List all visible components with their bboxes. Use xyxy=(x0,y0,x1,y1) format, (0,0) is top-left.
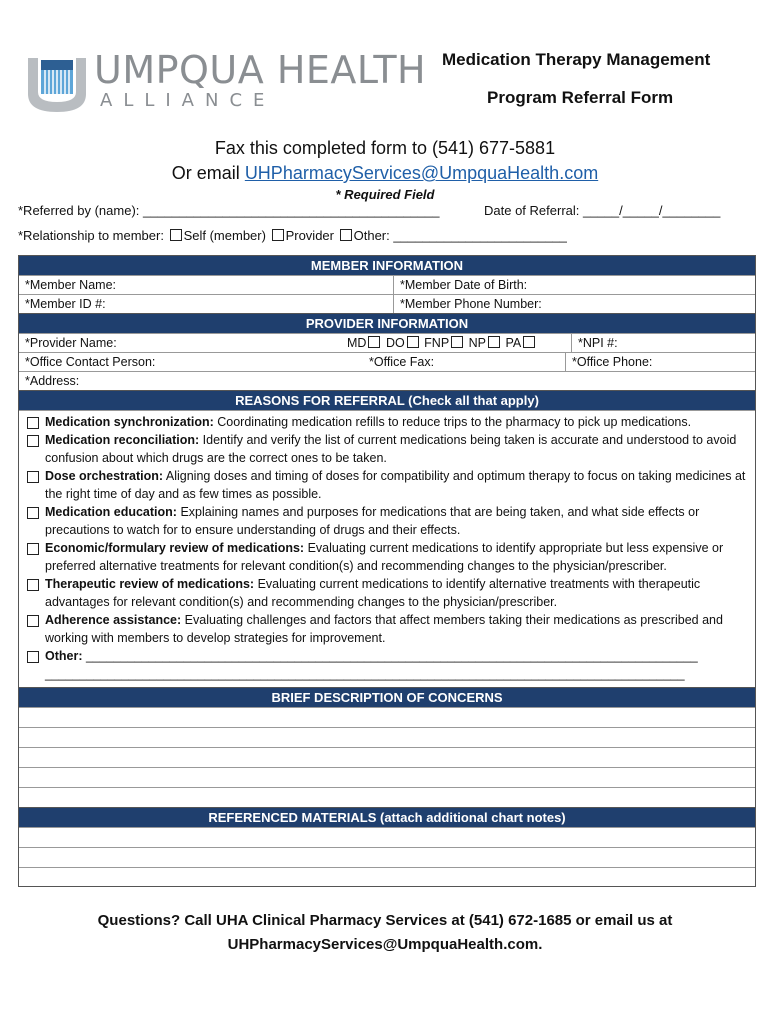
reason-description: Identify and verify the list of current medications being taken is accurate and understood to avoid confusion about which drugs are the correct ones to be taken. xyxy=(45,433,737,465)
reason-item xyxy=(27,431,749,467)
logo-subtitle: ALLIANCE xyxy=(100,90,276,111)
md-checkbox[interactable] xyxy=(368,336,380,348)
office-fax-field[interactable]: *Office Fax: xyxy=(363,353,566,371)
reason-checkbox[interactable] xyxy=(27,579,39,591)
reason-term: Economic/formulary review of medications: xyxy=(45,541,305,555)
reason-checkbox[interactable] xyxy=(27,543,39,555)
reason-text xyxy=(45,611,749,647)
fax-instruction: Fax this completed form to (541) 677-5881 xyxy=(214,138,556,158)
concerns-line[interactable] xyxy=(19,747,755,767)
reason-description: Coordinating medication refills to reduce trips to the pharmacy to pick up medications. xyxy=(217,415,692,429)
referred-by-line: _________________________________________ xyxy=(143,203,440,218)
reason-item xyxy=(27,467,749,503)
provider-checkbox[interactable] xyxy=(272,229,284,241)
relationship-label: *Relationship to member: xyxy=(18,228,164,243)
reason-checkbox[interactable] xyxy=(27,417,39,429)
form-title: Medication Therapy Management xyxy=(442,50,711,69)
footer-question: Questions? Call UHA Clinical Pharmacy Services at (541) 672-1685 or email us at xyxy=(97,912,673,929)
concerns-line[interactable] xyxy=(19,767,755,787)
member-id-field[interactable]: *Member ID #: xyxy=(19,295,394,313)
np-label: NP xyxy=(468,336,487,350)
member-row-1 xyxy=(19,275,755,294)
email-prefix: Or email xyxy=(171,163,240,183)
reason-item xyxy=(27,575,749,611)
provider-type-options xyxy=(341,334,572,352)
reason-text xyxy=(45,431,749,467)
member-dob-field[interactable]: *Member Date of Birth: xyxy=(400,278,528,292)
date-of-referral-field[interactable] xyxy=(484,203,720,218)
member-phone-field[interactable]: *Member Phone Number: xyxy=(400,297,542,311)
referred-by-label: *Referred by (name): xyxy=(18,203,140,218)
provider-row-1 xyxy=(19,333,755,352)
npi-field[interactable]: *NPI #: xyxy=(578,336,618,350)
form-subtitle: Program Referral Form xyxy=(487,88,674,107)
provider-row-2 xyxy=(19,352,755,371)
materials-header: REFERENCED MATERIALS (attach additional chart notes) xyxy=(19,807,755,827)
address-field[interactable]: *Address: xyxy=(25,374,80,388)
provider-info-header: PROVIDER INFORMATION xyxy=(19,313,755,333)
referred-by-field[interactable] xyxy=(18,203,439,218)
reason-item xyxy=(27,413,749,431)
email-instruction xyxy=(0,163,770,184)
reason-checkbox[interactable] xyxy=(27,435,39,447)
reason-checkbox[interactable] xyxy=(27,507,39,519)
reason-description: Explaining names and purposes for medications that are being taken, and what side effects or precautions to watch for to ensure understanding of drugs and their effects. xyxy=(45,505,700,537)
reason-term: Medication education: xyxy=(45,505,177,519)
reason-text xyxy=(45,647,749,683)
reason-text xyxy=(45,413,691,431)
reason-item xyxy=(27,539,749,575)
other-option: Other: xyxy=(353,228,390,243)
reason-text xyxy=(45,467,749,503)
member-row-2 xyxy=(19,294,755,313)
materials-line[interactable] xyxy=(19,867,755,886)
logo-icon xyxy=(24,54,90,116)
reason-text xyxy=(45,503,749,539)
materials-line[interactable] xyxy=(19,827,755,847)
footer-email: UHPharmacyServices@UmpquaHealth.com. xyxy=(227,936,543,953)
pa-label: PA xyxy=(505,336,522,350)
provider-option: Provider xyxy=(285,228,334,243)
materials-line[interactable] xyxy=(19,847,755,867)
md-label: MD xyxy=(347,336,367,350)
required-note: * Required Field xyxy=(335,187,435,202)
pa-checkbox[interactable] xyxy=(523,336,535,348)
reason-term: Therapeutic review of medications: xyxy=(45,577,255,591)
office-phone-field[interactable]: *Office Phone: xyxy=(572,355,653,369)
office-contact-field[interactable]: *Office Contact Person: xyxy=(25,355,156,369)
reason-checkbox[interactable] xyxy=(27,615,39,627)
concerns-line[interactable] xyxy=(19,707,755,727)
reason-checkbox[interactable] xyxy=(27,471,39,483)
provider-name-field[interactable]: *Provider Name: xyxy=(25,336,117,350)
member-name-field[interactable]: *Member Name: xyxy=(19,276,394,294)
reason-item xyxy=(27,503,749,539)
self-option: Self (member) xyxy=(183,228,266,243)
reason-description: Evaluating current medications to identify appropriate but less expensive or preferred alternative treatments for relevant condition(s) and recommending changes to the physician/prescriber. xyxy=(45,541,724,573)
np-checkbox[interactable] xyxy=(488,336,500,348)
reason-checkbox[interactable] xyxy=(27,651,39,663)
reason-term: Other: xyxy=(45,649,83,663)
reasons-list xyxy=(19,410,755,687)
reason-item xyxy=(27,647,749,683)
reason-text xyxy=(45,575,749,611)
reason-term: Medication synchronization: xyxy=(45,415,214,429)
reason-term: Medication reconciliation: xyxy=(45,433,200,447)
member-info-header: MEMBER INFORMATION xyxy=(19,256,755,275)
date-line: _____/_____/________ xyxy=(583,203,721,218)
reason-description: ________________________________________________________________________________________ ____________________________________________________________________________________________ xyxy=(45,649,698,681)
fnp-label: FNP xyxy=(424,336,450,350)
email-link[interactable]: UHPharmacyServices@UmpquaHealth.com xyxy=(244,163,599,183)
concerns-line[interactable] xyxy=(19,787,755,807)
reason-description: Evaluating challenges and factors that affect members taking their medications as prescribed and working with members to develop strategies for improvement. xyxy=(45,613,723,645)
fnp-checkbox[interactable] xyxy=(451,336,463,348)
reason-text xyxy=(45,539,749,575)
date-label: Date of Referral: xyxy=(484,203,580,218)
other-checkbox[interactable] xyxy=(340,229,352,241)
provider-row-3 xyxy=(19,371,755,390)
concerns-line[interactable] xyxy=(19,727,755,747)
concerns-header: BRIEF DESCRIPTION OF CONCERNS xyxy=(19,687,755,707)
other-line: ________________________ xyxy=(393,228,567,243)
self-checkbox[interactable] xyxy=(170,229,182,241)
logo-name: UMPQUA HEALTH xyxy=(94,48,427,92)
referral-form-table xyxy=(18,255,756,887)
reasons-header: REASONS FOR REFERRAL (Check all that apply) xyxy=(19,390,755,410)
do-checkbox[interactable] xyxy=(407,336,419,348)
reason-term: Adherence assistance: xyxy=(45,613,182,627)
do-label: DO xyxy=(385,336,405,350)
reason-description: Evaluating current medications to identify alternative treatments with therapeutic advantages for relevant condition(s) and recommending changes to the physician/prescriber. xyxy=(45,577,701,609)
reason-term: Dose orchestration: xyxy=(45,469,164,483)
relationship-field xyxy=(18,228,567,243)
reason-item xyxy=(27,611,749,647)
reason-description: Aligning doses and timing of doses for compatibility and optimum therapy to focus on taking medicines at the right time of day and as few times as possible. xyxy=(45,469,746,501)
